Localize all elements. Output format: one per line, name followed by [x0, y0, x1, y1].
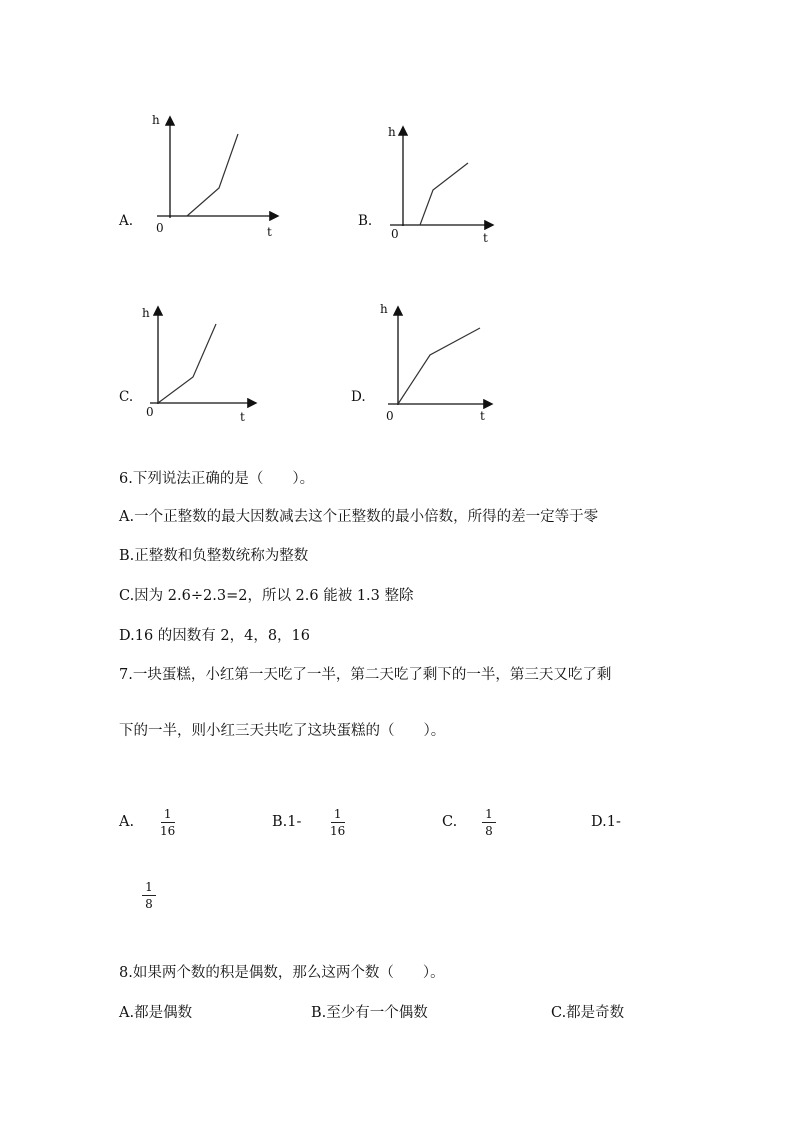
graph-b-option-label: B.	[358, 213, 373, 229]
fraction-bar	[482, 822, 496, 823]
graph-a-option-label: A.	[119, 213, 134, 229]
q6-option-a[interactable]: A.一个正整数的最大因数减去这个正整数的最小倍数，所得的差一定等于零	[119, 509, 599, 525]
fraction-denominator: 16	[330, 824, 346, 838]
q7-option-d-fraction	[142, 880, 156, 911]
graph-d-svg	[376, 298, 506, 426]
q6-option-b[interactable]: B.正整数和负整数统称为整数	[119, 548, 309, 564]
fraction-numerator: 1	[485, 807, 493, 821]
q6-option-d[interactable]: D.16 的因数有 2，4，8，16	[119, 628, 311, 644]
fraction-denominator: 16	[160, 824, 176, 838]
q7-option-c-fraction	[482, 807, 496, 838]
q8-option-b[interactable]: B.至少有一个偶数	[311, 1005, 428, 1021]
q7-option-b-prefix[interactable]: B.1-	[272, 814, 302, 830]
q7-option-a-prefix[interactable]: A.	[119, 814, 135, 830]
graph-d-origin-label: 0	[386, 409, 394, 423]
graph-option-b[interactable]	[380, 118, 510, 248]
graph-a-line	[187, 134, 238, 216]
graph-c-line	[158, 324, 216, 403]
graph-d-option-label: D.	[351, 389, 366, 405]
graph-option-d[interactable]	[376, 298, 506, 426]
fraction-numerator: 1	[163, 807, 172, 821]
graph-c-h-label: h	[142, 306, 150, 320]
graph-d-t-label: t	[480, 409, 485, 423]
graph-d-line	[398, 328, 480, 404]
graph-c-svg	[138, 298, 268, 426]
fraction-denominator: 8	[145, 897, 153, 911]
graph-b-t-label: t	[483, 231, 488, 245]
q7-option-a-fraction	[160, 807, 175, 838]
graph-b-svg	[380, 118, 510, 248]
q6-stem: 6.下列说法正确的是（ ）。	[119, 471, 315, 487]
graph-a-origin-label: 0	[156, 221, 164, 235]
q6-option-c[interactable]: C.因为 2.6÷2.3=2，所以 2.6 能被 1.3 整除	[119, 588, 414, 604]
graph-option-c[interactable]	[138, 298, 268, 426]
fraction-bar	[161, 822, 175, 823]
graph-d-h-label: h	[380, 302, 388, 316]
q8-option-c[interactable]: C.都是奇数	[551, 1005, 625, 1021]
graph-option-a[interactable]	[112, 108, 292, 243]
graph-c-origin-label: 0	[146, 405, 154, 419]
graph-a-svg	[112, 108, 292, 243]
graph-a-t-label: t	[267, 225, 272, 239]
fraction-bar	[331, 822, 345, 823]
fraction-bar	[142, 895, 156, 896]
graph-c-t-label: t	[240, 410, 245, 424]
fraction-denominator: 8	[485, 824, 493, 838]
graph-b-line	[420, 163, 468, 225]
q7-option-b-fraction	[330, 807, 345, 838]
fraction-numerator: 1	[333, 807, 342, 821]
q7-option-c-prefix[interactable]: C.	[442, 814, 458, 830]
q8-stem: 8.如果两个数的积是偶数，那么这两个数（ ）。	[119, 965, 445, 981]
q8-option-a[interactable]: A.都是偶数	[119, 1005, 193, 1021]
q7-option-d-prefix[interactable]: D.1-	[591, 814, 621, 830]
q7-stem-line2: 下的一半，则小红三天共吃了这块蛋糕的（ ）。	[119, 723, 446, 739]
q7-stem-line1: 7.一块蛋糕，小红第一天吃了一半，第二天吃了剩下的一半，第三天又吃了剩	[119, 667, 612, 683]
graph-c-option-label: C.	[119, 389, 134, 405]
fraction-numerator: 1	[145, 880, 153, 894]
graph-b-h-label: h	[388, 125, 396, 139]
graph-b-origin-label: 0	[391, 227, 399, 241]
graph-a-h-label: h	[152, 113, 160, 127]
